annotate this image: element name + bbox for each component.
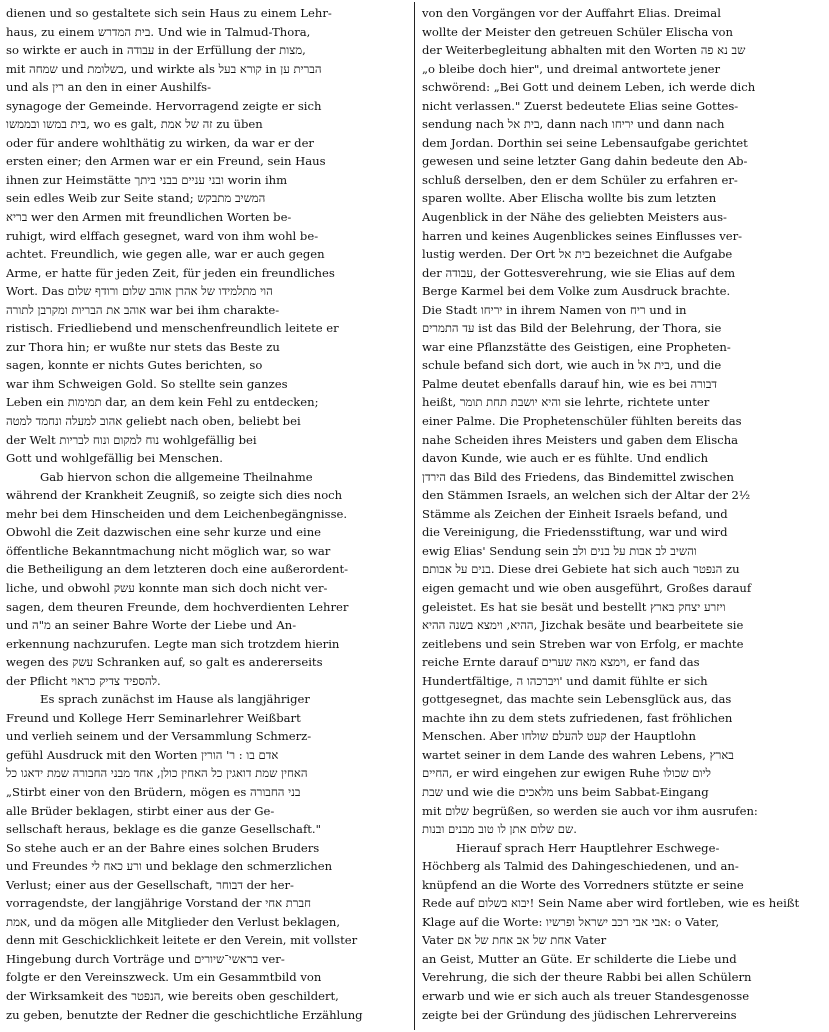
- text-line: ההיא, וימצא בשנה ההיא, Jizchak besäte und bearbeitete sie: [422, 618, 744, 633]
- text-line: Augenblick in der Nähe des geliebten Meisters aus-: [422, 210, 727, 225]
- text-line: Menschen. Aber קעט להעלם שולחו der Hauptlohn: [422, 729, 696, 744]
- text-line: sparen wollte. Aber Elischa wollte bis zum letzten: [422, 191, 717, 206]
- text-line: שבת und wie die מלאכים uns beim Sabbat-Eingang: [422, 784, 709, 799]
- text-line: folgte er den Vereinszweck. Um ein Gesammtbild von: [6, 970, 322, 985]
- text-line: הירדן das Bild des Friedens, das Bindemittel zwischen: [422, 469, 734, 484]
- text-line: אוהב את הבריות ומקרבן לתורה war bei ihm charakte-: [6, 302, 280, 317]
- text-line: האחין שמת דואגין כל האחין כולן, אחד מבני החבורה שמת ידאגו כל: [6, 766, 308, 781]
- text-line: achtet. Freundlich, wie gegen alle, war er auch gegen: [6, 247, 325, 262]
- text-line: lustig werden. Der Ort בית אל bezeichnet die Aufgabe: [422, 247, 733, 262]
- text-line: der עבודה, der Gottesverehrung, wie sie Elias auf dem: [422, 265, 736, 280]
- text-line: dienen und so gestaltete sich sein Haus zu einem Lehr-: [6, 6, 332, 20]
- text-line: עד התמרים ist das Bild der Belehrung, der Thora, sie: [422, 321, 722, 336]
- text-line: erwarb und wie er sich auch als treuer Standesgenosse: [422, 988, 750, 1003]
- text-line: „o bleibe doch hier", und dreimal antwortete jener: [422, 61, 721, 76]
- text-line: schwörend: „Bei Gott und deinem Leben, ich werde dich: [422, 80, 756, 95]
- text-line: אמת, und da mögen alle Mitglieder den Verlust beklagen,: [6, 914, 341, 929]
- text-line: der Weiterbegleitung abhalten mit den Worten שב נא פה: [422, 43, 746, 58]
- text-line: Rede auf יבוא בשלום! Sein Name aber wird fortleben, wie es heißt: [422, 896, 800, 911]
- text-line: Höchberg als Talmid des Dahingeschiedenen, und an-: [422, 859, 739, 874]
- text-line: Es sprach zunächst im Hause als langjähriger: [40, 692, 310, 707]
- text-line: sagen, konnte er nichts Gutes berichten, so: [6, 358, 263, 373]
- text-line: Freund und Kollege Herr Seminarlehrer Weißbart: [6, 710, 301, 725]
- text-line: בית במשו ובממשו, wo es galt, זה של אמת zu üben: [6, 117, 263, 132]
- text-line: ewig Elias' Sendung sein והשיב לב אבות על בנים ולב: [422, 543, 697, 558]
- text-line: החיים, er wird eingehen zur ewigen Ruhe ליום שכולו: [422, 766, 711, 781]
- text-line: knüpfend an die Worte des Vorredners stützte er seine: [422, 877, 744, 892]
- text-line: Gab hiervon schon die allgemeine Theilnahme: [40, 469, 313, 484]
- text-line: der Welt נוח למקום ונוח לבריות wohlgefällig bei: [6, 432, 257, 447]
- text-line: von den Vorgängen vor der Auffahrt Elias. Dreimal: [422, 6, 721, 20]
- text-line: so wirkte er auch in עבודה in der Erfüllung der מצות,: [6, 43, 306, 58]
- text-line: an Geist, Mutter an Güte. Er schilderte die Liebe und: [422, 951, 737, 966]
- text-line: während der Krankheit Zeugniß, so zeigte sich dies noch: [6, 488, 343, 503]
- text-line: gottgesegnet, das machte sein Lebensglück aus, das: [422, 692, 732, 707]
- text-line: den Stämmen Israels, an welchen sich der Altar der 2½: [422, 488, 751, 503]
- text-line: war ihm Schweigen Gold. So stellte sein ganzes: [6, 376, 288, 391]
- text-line: reiche Ernte darauf וימצא מאה שערים, er fand das: [422, 655, 700, 670]
- text-line: und מ"ה an seiner Bahre Worte der Liebe und An-: [6, 618, 297, 633]
- text-line: Leben ein תמימות dar, an dem kein Fehl zu entdecken;: [6, 395, 319, 410]
- text-line: Gott und wohlgefällig bei Menschen.: [6, 451, 223, 466]
- text-line: בנים על אבותם. Diese drei Gebiete hat sich auch הנפטר zu: [422, 562, 740, 577]
- text-line: Berge Karmel bei dem Volke zum Ausdruck brachte.: [422, 284, 731, 299]
- text-line: war eine Pflanzstätte des Geistigen, eine Propheten-: [422, 339, 731, 354]
- right-column: [422, 4, 822, 1024]
- text-line: Verlust; einer aus der Gesellschaft, דבוחר der her-: [6, 877, 294, 892]
- text-line: Arme, er hatte für jeden Zeit, für jeden ein freundliches: [6, 265, 335, 280]
- text-line: Verehrung, die sich der theure Rabbi bei allen Schülern: [422, 970, 752, 985]
- text-line: zur Thora hin; er wußte nur stets das Beste zu: [6, 339, 280, 354]
- text-line: und verlieh seinem und der Versammlung Schmerz-: [6, 729, 312, 744]
- text-line: Obwohl die Zeit dazwischen eine sehr kurze und eine: [6, 525, 322, 540]
- text-line: zu geben, benutzte der Redner die geschichtliche Erzählung: [6, 1007, 363, 1022]
- text-line: ihnen zur Heimstätte ובני עניים בבני ביתך worin ihm: [6, 172, 288, 187]
- text-line: gewesen und seine letzter Gang dahin bedeute den Ab-: [422, 154, 748, 169]
- text-line: die Vereinigung, die Friedensstiftung, war und wird: [422, 525, 728, 540]
- text-line: Hingebung durch Vorträge und בראשי־שיורים ver-: [6, 951, 285, 966]
- text-line: schluß derselben, den er dem Schüler zu erfahren er-: [422, 172, 738, 187]
- text-line: denn mit Geschicklichkeit leitete er den Verein, mit vollster: [6, 933, 358, 948]
- text-line: und Freundes ורע כאח לי und beklage den schmerzlichen: [6, 859, 333, 874]
- text-line: und als רין an den in einer Aushilfs-: [6, 80, 211, 95]
- text-line: haus, zu einem בית המדרש. Und wie in Talmud-Thora,: [6, 24, 311, 39]
- text-line: nicht verlassen." Zuerst bedeutete Elias seine Gottes-: [422, 98, 739, 113]
- text-line: בריא wer den Armen mit freundlichen Worten be-: [6, 210, 292, 225]
- text-line: Die Stadt יריחו in ihrem Namen von ריח und in: [422, 302, 687, 317]
- text-line: liche, und obwohl עשק konnte man sich doch nicht ver-: [6, 580, 328, 595]
- text-line: wegen des עשק Schranken auf, so galt es andererseits: [6, 655, 323, 670]
- text-line: Hierauf sprach Herr Hauptlehrer Eschwege-: [456, 840, 720, 855]
- text-line: ristisch. Friedliebend und menschenfreundlich leitete er: [6, 321, 339, 336]
- text-line: geleistet. Es hat sie besät und bestellt ויזרע יצחק בארץ: [422, 599, 726, 614]
- text-line: sagen, dem theuren Freunde, dem hochverdienten Lehrer: [6, 599, 349, 614]
- text-line: vorragendste, der langjährige Vorstand der חברת אחי: [6, 896, 311, 911]
- text-line: nahe Scheiden ihres Meisters und gaben dem Elischa: [422, 432, 739, 447]
- text-line: heißt, והיא יושבת תחת תומר sie lehrte, richtete unter: [422, 395, 710, 410]
- text-line: אהוב למעלה ונחמד למטה geliebt nach oben, beliebt bei: [6, 414, 301, 429]
- text-line: erkennung nachzurufen. Legte man sich trotzdem hierin: [6, 636, 340, 651]
- text-line: Palme deutet ebenfalls darauf hin, wie es bei דבורה: [422, 376, 718, 391]
- text-line: der Wirksamkeit des הנפטר, wie bereits oben geschildert,: [6, 988, 339, 1003]
- text-line: zeigte bei der Gründung des jüdischen Lehrervereins: [422, 1007, 737, 1022]
- left-column: [6, 4, 409, 1024]
- text-line: Wort. Das הוי מתלמידו של אהרן אוהב שלום ורודף שלום: [6, 284, 273, 299]
- text-line: einer Palme. Die Prophetenschüler fühlten bereits das: [422, 414, 742, 429]
- text-line: schule befand sich dort, wie auch in בית אל, und die: [422, 358, 722, 373]
- text-line: Vater אחת של אב אחת של אם Vater: [422, 933, 607, 948]
- text-line: „Stirbt einer von den Brüdern, mögen es בני החבורה: [6, 784, 301, 799]
- text-line: mit שמחה und בשלומת, und wirkte als קורא בעל in הברית ען: [6, 61, 322, 76]
- text-line: öffentliche Bekanntmachung nicht möglich war, so war: [6, 543, 331, 558]
- text-line: gefühl Ausdruck mit den Worten אדם בו : ר' הורין: [6, 747, 279, 762]
- text-line: שם שלום אתן לו טוב מבנים ובנות.: [422, 822, 577, 837]
- text-line: zeitlebens und sein Streben war von Erfolg, er machte: [422, 636, 744, 651]
- text-line: mehr bei dem Hinscheiden und dem Leichenbegängnisse.: [6, 506, 348, 521]
- text-line: Klage auf die Worte: אבי אבי רכב ישראל ופרשיו: o Vater,: [422, 914, 720, 929]
- text-line: ruhigt, wird elffach gesegnet, ward von ihm wohl be-: [6, 228, 319, 243]
- text-line: der Pflicht להספיד צדיק כראוי.: [6, 673, 161, 688]
- text-line: oder für andere wohlthätig zu wirken, da war er der: [6, 135, 314, 150]
- text-line: alle Brüder beklagen, stirbt einer aus der Ge-: [6, 803, 275, 818]
- text-line: sendung nach בית אל, dann nach יריחו und dann nach: [422, 117, 725, 132]
- text-line: harren und keines Augenblickes seines Einflusses ver-: [422, 228, 743, 243]
- text-line: dem Jordan. Dorthin sei seine Lebensaufgabe gerichtet: [422, 135, 748, 150]
- text-line: sellschaft heraus, beklage es die ganze Gesellschaft.": [6, 822, 321, 837]
- text-line: machte ihn zu dem stets zufriedenen, fast fröhlichen: [422, 710, 733, 725]
- text-line: synagoge der Gemeinde. Hervorragend zeigte er sich: [6, 98, 322, 113]
- text-line: mit שלום begrüßen, so werden sie auch vor ihm ausrufen:: [422, 803, 758, 818]
- text-line: wollte der Meister den getreuen Schüler Elischa von: [422, 24, 733, 39]
- text-line: ersten einer; den Armen war er ein Freund, sein Haus: [6, 154, 326, 169]
- text-line: sein edles Weib zur Seite stand; המשיב מתבקש: [6, 191, 266, 206]
- text-line: wartet seiner in dem Lande des wahren Lebens, בארץ: [422, 747, 734, 762]
- text-line: davon Kunde, wie auch er es fühlte. Und endlich: [422, 451, 709, 466]
- text-line: So stehe auch er an der Bahre eines solchen Bruders: [6, 840, 320, 855]
- text-line: eigen gemacht und wie oben ausgeführt, Großes darauf: [422, 580, 752, 595]
- text-line: Hundertfältige, ויברכהו ה' und damit fühlte er sich: [422, 673, 708, 688]
- text-line: Stämme als Zeichen der Einheit Israels befand, und: [422, 506, 728, 521]
- column-divider: [414, 2, 415, 1030]
- text-line: die Betheiligung an dem letzteren doch eine außerordent-: [6, 562, 349, 577]
